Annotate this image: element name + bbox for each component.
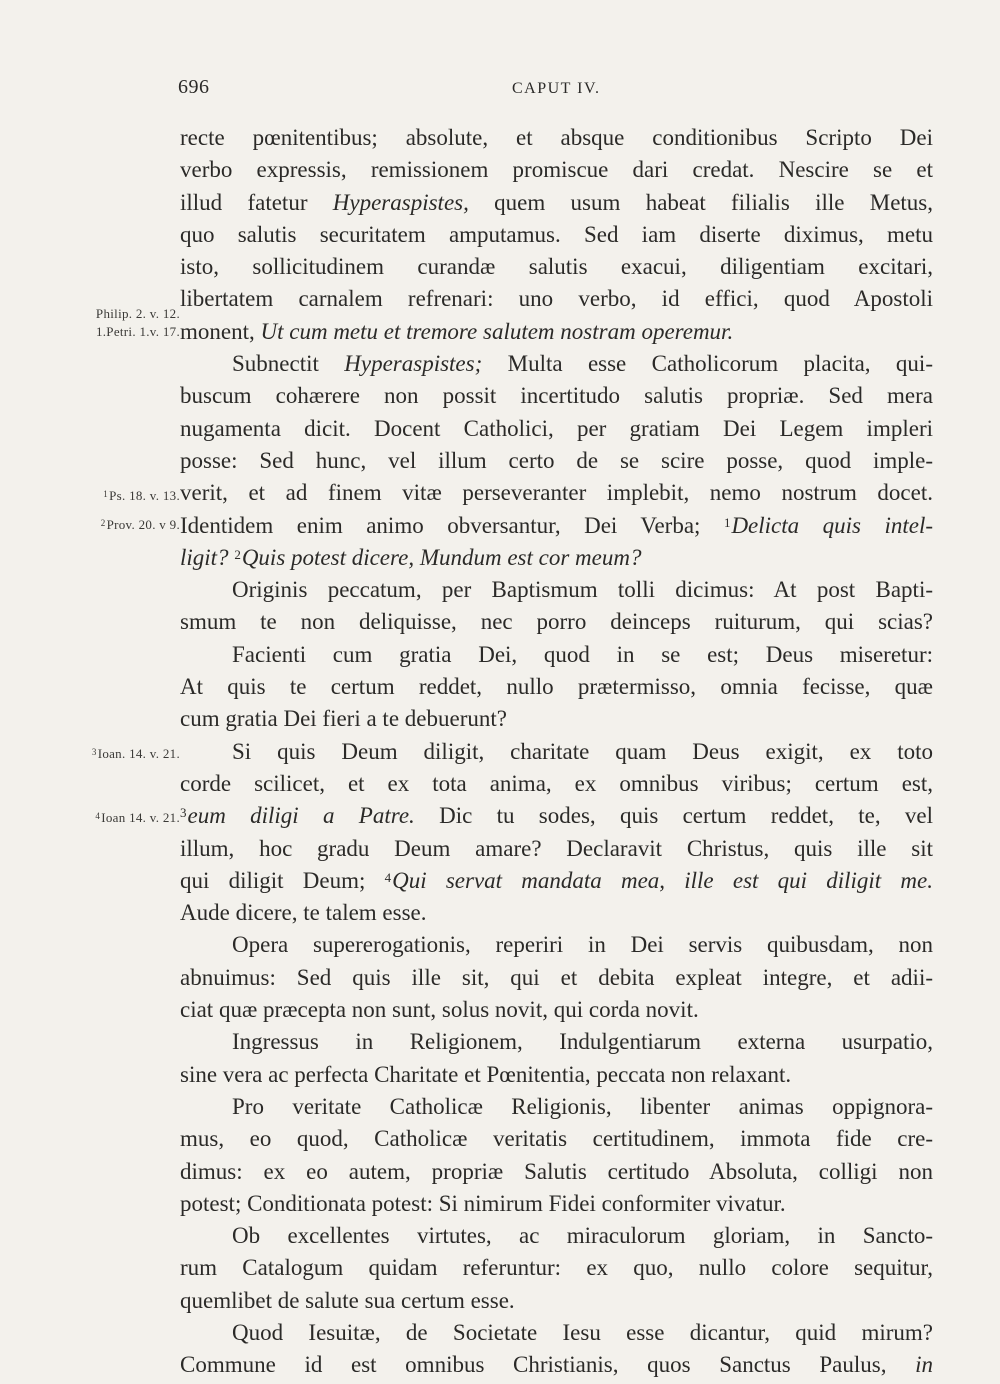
text-line: corde scilicet, et ex tota anima, ex omnibus viribus; certum est, [180,770,933,796]
text-line: Ob excellentes virtutes, ac miraculorum gloriam, in Sancto- [232,1223,933,1249]
text-line: Si quis Deum diligit, charitate quam Deus exigit, ex toto [232,738,933,764]
text-line: Quod Iesuitæ, de Societate Iesu esse dicantur, quid mirum? [232,1319,933,1345]
text-line: verbo expressis, remissionem promiscue dari credat. Nescire se et [180,157,933,183]
text-line: monent, Ut cum metu et tremore salutem nostram operemur. [180,318,734,344]
text-line: Identidem enim animo obversantur, Dei Verba; $^1$Delicta quis intel- [180,512,934,538]
text-line: ligit? $^2$Quis potest dicere, Mundum est cor meum? [180,544,642,570]
text-line: Commune id est omnibus Christianis, quos Sanctus Paulus, in [180,1352,933,1378]
text-line: potest; Conditionata potest: Si nimirum Fidei conformiter vivatur. [180,1190,786,1216]
text-line: Aude dicere, te talem esse. [180,900,427,926]
text-line: Facienti cum gratia Dei, quod in se est; Deus miseretur: [232,641,933,667]
margin-note-philip: Philip. 2. v. 12. [95,306,180,321]
text-line: At quis te certum reddet, nullo prætermisso, omnia fecisse, quæ [180,674,933,700]
text-line: illum, hoc gradu Deum amare? Declaravit Christus, quis ille sit [180,835,933,861]
text-line: illud fatetur Hyperaspistes, quem usum habeat filialis ille Metus, [180,189,933,215]
text-line: abnuimus: Sed quis ille sit, qui et debita expleat integre, et adii- [180,964,933,990]
page-number: 696 [178,76,210,98]
text-line: qui diligit Deum; $^4$Qui servat mandata mea, ille est qui diligit me. [180,867,933,893]
text-line: Subnectit Hyperaspistes; Multa esse Catholicorum placita, qui- [232,351,933,377]
text-line: $^3$eum diligi a Patre. Dic tu sodes, quis certum reddet, te, vel [180,803,933,829]
text-line: sine vera ac perfecta Charitate et Pœnitentia, peccata non relaxant. [180,1061,792,1087]
margin-note-ioan-1: $^3$Ioan. 14. v. 21. [91,746,180,761]
text-line: recte pœnitentibus; absolute, et absque conditionibus Scripto Dei [180,125,933,150]
text-line: ciat quæ præcepta non sunt, solus novit, qui corda novit. [180,997,699,1023]
text-line: verit, et ad finem vitæ perseveranter implebit, nemo nostrum docet. [180,480,933,506]
text-line: libertatem carnalem refrenari: uno verbo, id effici, quod Apostoli [180,286,933,312]
text-line: Pro veritate Catholicæ Religionis, libenter animas oppignora- [232,1093,933,1119]
text-line: quemlibet de salute sua certum esse. [180,1287,515,1313]
text-line: mus, eo quod, Catholicæ veritatis certitudinem, immota fide cre- [180,1126,933,1152]
text-line: rum Catalogum quidam referuntur: ex quo, nullo colore sequitur, [180,1255,933,1281]
margin-note-psalm: $^1$Ps. 18. v. 13. [103,488,180,503]
text-line: isto, sollicitudinem curandæ salutis exacui, diligentiam excitari, [180,254,933,280]
text-line: cum gratia Dei fieri a te debuerunt? [180,706,507,732]
text-line: Originis peccatum, per Baptismum tolli dicimus: At post Bapti- [232,577,933,603]
margin-note-petri: 1.Petri. 1.v. 17. [95,324,180,339]
text-line: Opera supererogationis, reperiri in Dei servis quibusdam, non [232,932,933,958]
running-head: CAPUT IV. [512,80,601,97]
text-line: quo salutis securitatem amputamus. Sed iam diserte diximus, metu [180,221,933,247]
body-text [180,122,933,1382]
text-line: smum te non deliquisse, nec porro deinceps ruiturum, qui scias? [180,609,933,635]
text-line: dimus: ex eo autem, propriæ Salutis certitudo Absoluta, colligi non [180,1158,933,1184]
margin-note-ioan-2: $^4$Ioan 14. v. 21. [95,810,180,825]
text-line: nugamenta dicit. Docent Catholici, per gratiam Dei Legem impleri [180,415,933,441]
text-line: buscum cohærere non possit incertitudo salutis propriæ. Sed mera [180,383,933,409]
text-line: posse: Sed hunc, vel illum certo de se scire posse, quod imple- [180,447,933,473]
margin-note-proverbs: $^2$Prov. 20. v 9. [100,517,180,532]
text-line: Ingressus in Religionem, Indulgentiarum externa usurpatio, [232,1029,933,1055]
